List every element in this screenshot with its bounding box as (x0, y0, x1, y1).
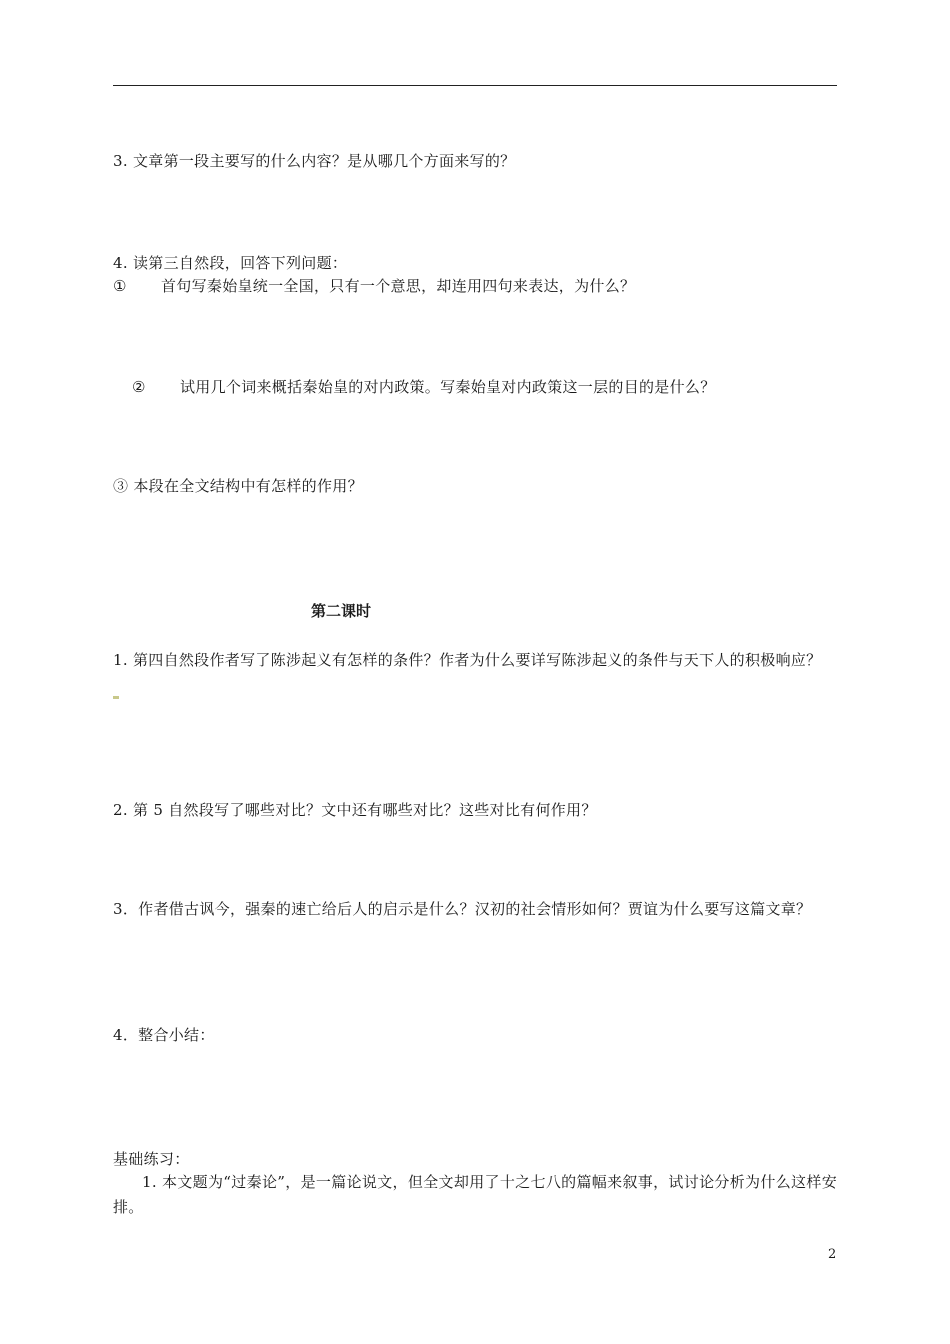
lesson2-question-4: 4．整合小结： (113, 1026, 215, 1044)
lesson2-question-3: 3．作者借古讽今，强秦的速亡给后人的启示是什么？汉初的社会情形如何？贾谊为什么要写这篇文章？ (113, 900, 812, 918)
lesson2-question-2: 2. 第 5 自然段写了哪些对比？文中还有哪些对比？这些对比有何作用？ (113, 801, 597, 819)
section-heading: 第二课时 (311, 602, 372, 620)
question-3: 3. 文章第一段主要写的什么内容？是从哪几个方面来写的？ (113, 152, 516, 170)
sub-question-1-text: 首句写秦始皇统一全国，只有一个意思，却连用四句来表达，为什么？ (161, 277, 636, 295)
sub-question-2-number: ② (132, 378, 146, 396)
exercise-question-1: 1. 本文题为“过秦论”，是一篇论说文，但全文却用了十之七八的篇幅来叙事，试讨论分析为什么这样安排。 (113, 1173, 837, 1216)
sub-question-2 (132, 377, 716, 397)
annotation-mark (113, 696, 119, 699)
page-number: 2 (828, 1247, 837, 1262)
lesson2-question-1: 1. 第四自然段作者写了陈涉起义有怎样的条件？作者为什么要详写陈涉起义的条件与天下人的积极响应？ (113, 651, 822, 669)
header-rule (113, 85, 837, 86)
sub-question-3: ③ 本段在全文结构中有怎样的作用？ (113, 477, 363, 495)
sub-question-1 (113, 276, 635, 296)
sub-question-1-number: ① (113, 277, 127, 295)
exercise-title: 基础练习： (113, 1150, 190, 1168)
question-4: 4. 读第三自然段，回答下列问题： (113, 254, 348, 272)
sub-question-2-text: 试用几个词来概括秦始皇的对内政策。写秦始皇对内政策这一层的目的是什么？ (180, 378, 716, 396)
